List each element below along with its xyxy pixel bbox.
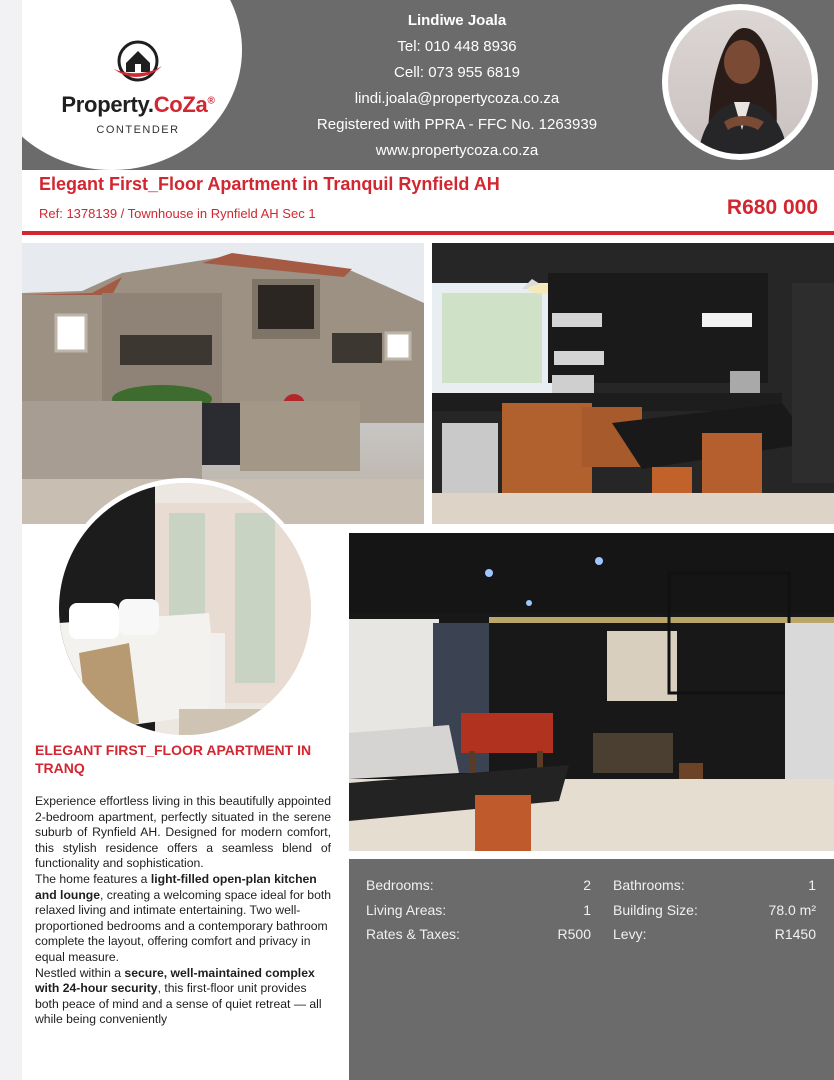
- brand-name: Property.CoZa®: [61, 92, 215, 117]
- stat-value: 1: [583, 901, 591, 918]
- stat-value: 1: [808, 877, 816, 893]
- description-body: [35, 794, 331, 1028]
- text-fade: [22, 1050, 352, 1080]
- stat-value: 2: [583, 877, 591, 893]
- agent-contact: [272, 8, 642, 164]
- stat-label: Bathrooms:: [613, 877, 685, 893]
- description-heading: ELEGANT FIRST_FLOOR APARTMENT IN TRANQ: [35, 742, 312, 776]
- description-paragraph-2: The home features a light-filled open-plan kitchen and lounge, creating a welcoming space ideal for both relaxed living and intimate entertaining. Two well-proportioned bedrooms and a contemporary bathroom complete the layout, offering comfort and privacy in equal measure.: [35, 871, 332, 964]
- stat-label: Bedrooms:: [366, 877, 434, 893]
- stat-label: Rates & Taxes:: [366, 926, 460, 942]
- description-paragraph-1: Experience effortless living in this beautifully appointed 2-bedroom apartment, perfectly situated in the serene suburb of Rynfield AH. Designed for modern comfort, this stylish residence offers a seamless blend of functionality and sophistication.: [35, 794, 331, 871]
- stats-row: [366, 877, 818, 902]
- stats-row: [366, 902, 818, 927]
- brand-tagline: CONTENDER: [96, 124, 180, 136]
- photo-lounge[interactable]: [349, 533, 834, 851]
- agent-tel: Tel: 010 448 8936: [397, 38, 517, 55]
- brand-logo: [38, 36, 238, 136]
- header-band: [22, 0, 834, 170]
- photo-bedroom[interactable]: [54, 478, 316, 740]
- property-stats: [349, 859, 834, 1080]
- stat-value: R500: [557, 926, 591, 942]
- divider: [22, 231, 834, 235]
- stat-label: Living Areas:: [366, 901, 447, 918]
- stat-value: R1450: [774, 926, 816, 942]
- photo-exterior[interactable]: [22, 243, 424, 524]
- listing-title: Elegant First_Floor Apartment in Tranquil Rynfield AH: [39, 174, 500, 194]
- agent-website[interactable]: www.propertycoza.co.za: [375, 142, 539, 159]
- stat-value: 78.0 m²: [768, 901, 816, 918]
- agent-avatar: [662, 4, 818, 160]
- stat-label: Levy:: [613, 926, 647, 942]
- listing-price: R680 000: [726, 196, 818, 219]
- photo-kitchen[interactable]: [432, 243, 834, 524]
- house-swoosh-icon: [110, 36, 166, 86]
- agent-registration: Registered with PPRA - FFC No. 1263939: [316, 116, 598, 133]
- agent-cell: Cell: 073 955 6819: [394, 64, 520, 81]
- description-paragraph-3: Nestled within a secure, well-maintained complex with 24-hour security, this first-floor unit provides both peace of mind and a sense of quiet retreat — all while being conveniently: [35, 965, 322, 1027]
- listing-reference: Ref: 1378139 / Townhouse in Rynfield AH Sec 1: [39, 206, 316, 221]
- agent-portrait-image: [668, 10, 812, 154]
- agent-name: Lindiwe Joala: [407, 12, 507, 29]
- agent-email[interactable]: lindi.joala@propertycoza.co.za: [354, 90, 560, 107]
- stats-row: [366, 926, 818, 951]
- stat-label: Building Size:: [613, 901, 698, 918]
- brochure-page: [22, 0, 834, 1080]
